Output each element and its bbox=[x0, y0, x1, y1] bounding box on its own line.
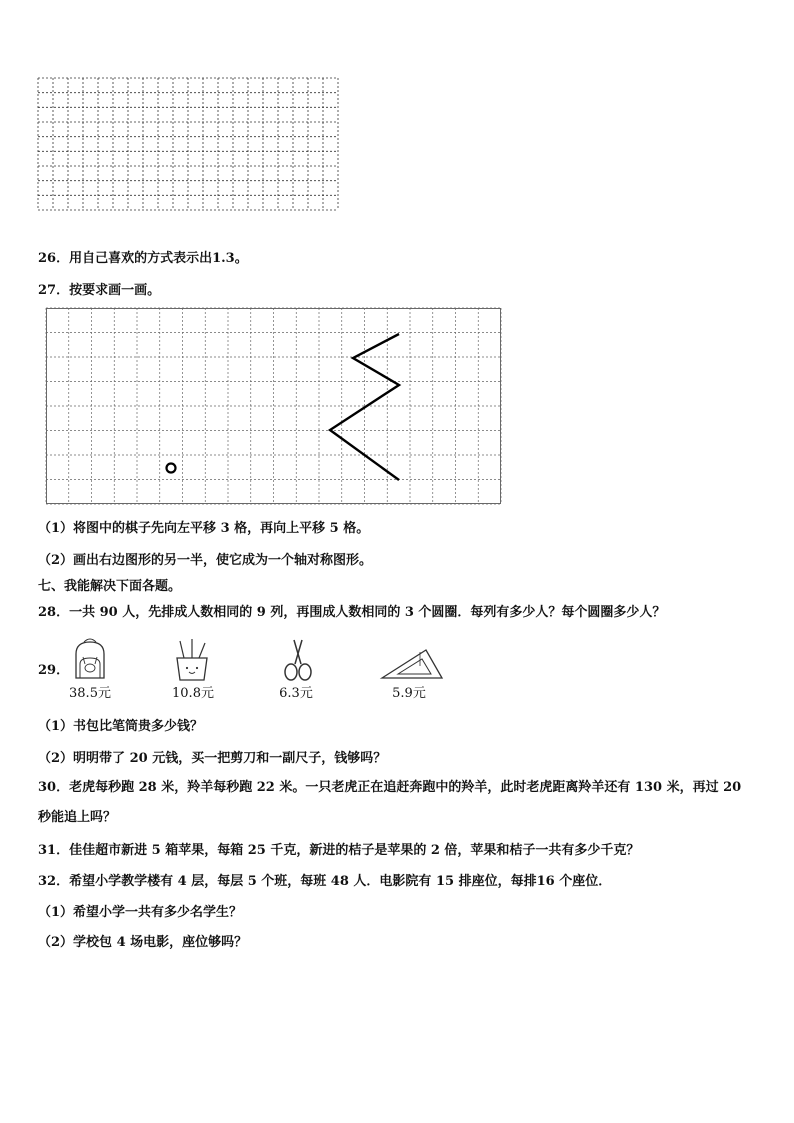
question-27-sub-2: （2）画出右边图形的另一半，使它成为一个轴对称图形。 bbox=[38, 553, 373, 568]
backpack-price: 38.5元 bbox=[69, 686, 111, 701]
question-32-sub-1: （1）希望小学一共有多少名学生？ bbox=[38, 905, 243, 920]
question-28: 28．一共 90 人，先排成人数相同的 9 列，再围成人数相同的 3 个圆圈．每列有多少人？每个圆圈多少人？ bbox=[38, 605, 666, 620]
question-31: 31．佳佳超市新进 5 箱苹果，每箱 25 千克，新进的桔子是苹果的 2 倍，苹果和桔子一共有多少千克？ bbox=[38, 843, 640, 858]
triangle-ruler-icon bbox=[380, 646, 444, 680]
question-30-line-2: 秒能追上吗？ bbox=[38, 810, 117, 825]
pencil-holder-icon bbox=[172, 638, 212, 682]
top-drawing-grid bbox=[38, 78, 338, 210]
question-32: 32．希望小学教学楼有 4 层，每层 5 个班，每班 48 人．电影院有 15 排座位，每排16 个座位． bbox=[38, 874, 612, 889]
half-figure-zigzag bbox=[330, 334, 399, 480]
question-29-sub-1: （1）书包比笔筒贵多少钱？ bbox=[38, 719, 204, 734]
question-27-sub-1: （1）将图中的棋子先向左平移 3 格，再向上平移 5 格。 bbox=[38, 521, 370, 536]
question-29-sub-2: （2）明明带了 20 元钱，买一把剪刀和一副尺子，钱够吗？ bbox=[38, 751, 387, 766]
question-32-sub-2: （2）学校包 4 场电影，座位够吗？ bbox=[38, 935, 248, 950]
question-30-line-1: 30．老虎每秒跑 28 米，羚羊每秒跑 22 米。一只老虎正在追赶奔跑中的羚羊，此时老虎距离羚羊还有 130 米，再过 20 bbox=[38, 780, 742, 795]
scissors-icon bbox=[280, 638, 316, 682]
pencil-holder-price: 10.8元 bbox=[172, 686, 214, 701]
question-27-grid bbox=[46, 308, 502, 504]
question-29-number: 29． bbox=[38, 663, 70, 678]
triangle-ruler-price: 5.9元 bbox=[392, 686, 426, 701]
question-27: 27．按要求画一画。 bbox=[38, 283, 161, 298]
question-26: 26．用自己喜欢的方式表示出1.3。 bbox=[38, 251, 248, 266]
backpack-icon bbox=[70, 638, 110, 682]
chess-piece-icon bbox=[167, 464, 176, 473]
section-7-title: 七、我能解决下面各题。 bbox=[38, 579, 182, 594]
scissors-price: 6.3元 bbox=[279, 686, 313, 701]
